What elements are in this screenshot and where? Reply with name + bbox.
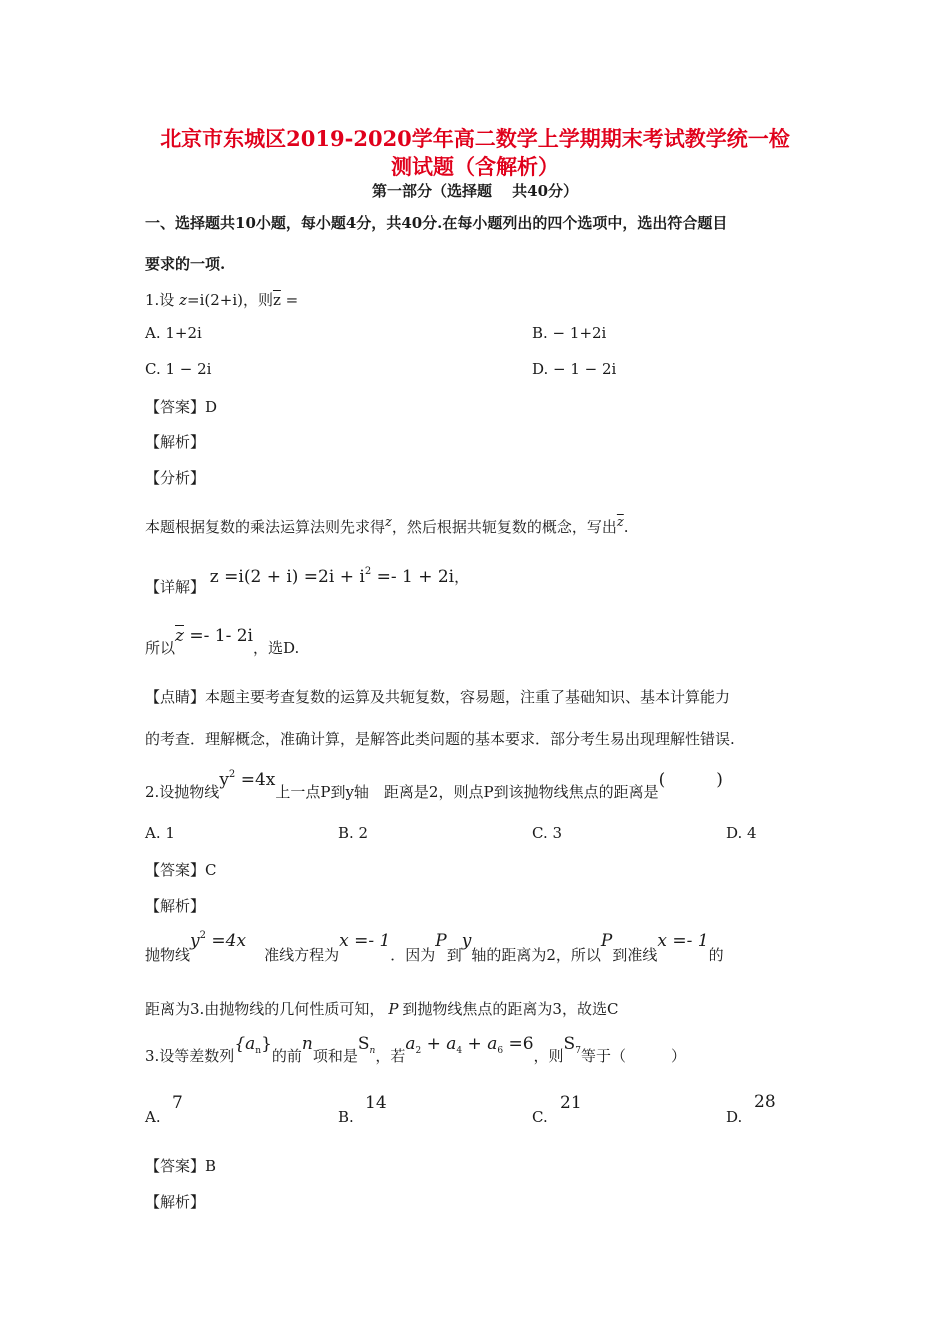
q3-explain-label: 【解析】	[145, 1193, 206, 1211]
q1-answer-value: D	[205, 398, 218, 416]
q2-stem-sup: 2	[228, 769, 236, 780]
q2-exp-d: 到	[446, 946, 462, 964]
q2-stem-a: 2.设抛物线	[145, 783, 220, 801]
q1-analysis-text	[145, 516, 629, 537]
q2-exp-f: 到准线	[612, 946, 658, 964]
q1-so-math: =- 1- 2i	[183, 626, 253, 646]
q3-answer-value: B	[205, 1157, 217, 1175]
q2-exp-a: 抛物线	[145, 946, 191, 964]
q3-stem-seq: {a	[234, 1034, 256, 1054]
q3-stem-f: 等于（ ）	[580, 1047, 686, 1065]
q3-option-a-label: A.	[145, 1108, 161, 1126]
q2-explanation-line2	[145, 998, 618, 1019]
q2-exp-x1: x =- 1	[339, 931, 391, 951]
q2-exp-b: 准线方程为	[264, 946, 340, 964]
q3-sum-eq: =6	[503, 1034, 534, 1054]
q1-option-c: C. 1 − 2i	[145, 360, 212, 378]
section-instructions-line2: 要求的一项.	[145, 255, 226, 273]
q2-exp-x2: x =- 1	[657, 931, 709, 951]
q3-option-b-value: 14	[365, 1093, 387, 1113]
q2-exp-line2-p: P	[388, 1000, 399, 1018]
q1-detail-math-a: z =i(2 + i) =2i + i	[209, 567, 365, 587]
q3-stem-S: S	[357, 1034, 370, 1054]
q1-so-end: ，选D.	[253, 639, 300, 657]
q1-analysis-label: 【分析】	[145, 469, 206, 487]
q2-stem-math: =4x	[235, 770, 276, 790]
q1-analysis-a: 本题根据复数的乘法运算法则先求得	[145, 518, 386, 536]
q1-so-zbar: $\overline{z}$	[175, 626, 184, 646]
q2-answer-label: 【答案】	[145, 861, 206, 879]
q3-option-c-label: C.	[532, 1108, 548, 1126]
q2-exp-math: =4x	[206, 931, 247, 951]
q3-sum-plus2: + a	[462, 1034, 498, 1054]
q3-stem-S7: S	[563, 1034, 576, 1054]
part-heading: 第一部分（选择题 共40分）	[371, 182, 579, 200]
q1-explain-label: 【解析】	[145, 433, 206, 451]
q1-detail-sup: 2	[364, 566, 372, 577]
q1-detail-math-b: =- 1 + 2i	[371, 567, 455, 587]
q1-stem-mid: =i(2+i)，则	[187, 291, 273, 309]
q3-stem-b: 的前	[271, 1047, 302, 1065]
q1-analysis-b: ，然后根据共轭复数的概念，写出	[391, 518, 617, 536]
q3-sum-a4-sub: 4	[456, 1046, 463, 1056]
q1-answer-label: 【答案】	[145, 398, 206, 416]
q3-sum-a2-sub: 2	[415, 1046, 422, 1056]
q2-exp-y2: y	[461, 931, 472, 951]
q2-stem-y: y	[219, 770, 229, 790]
q1-answer	[145, 396, 217, 417]
q3-answer	[145, 1155, 216, 1176]
q1-detail	[145, 566, 470, 596]
doc-title-line2: 测试题（含解析）	[391, 154, 559, 179]
q3-sum-a6-sub: 6	[497, 1046, 504, 1056]
q1-analysis-z: z	[385, 515, 392, 530]
q2-exp-y: y	[190, 931, 200, 951]
q3-option-a-value: 7	[172, 1093, 183, 1113]
q3-stem-e: ，则	[533, 1047, 564, 1065]
q3-stem-seq-sub: n	[255, 1046, 262, 1056]
q1-analysis-zbar: $\overline{z}$	[616, 515, 624, 530]
q2-exp-sup: 2	[199, 930, 206, 941]
q2-explanation-line1	[145, 930, 724, 964]
q2-stem-b: 上一点P到y轴 距离是2，则点P到该抛物线焦点的距离是	[275, 783, 659, 801]
q3-answer-label: 【答案】	[145, 1157, 206, 1175]
q1-stem-prefix: 1.设	[145, 291, 180, 309]
q1-so-prefix: 所以	[145, 639, 176, 657]
q1-stem-z: z	[179, 291, 187, 309]
q2-exp-c: ．因为	[390, 946, 436, 964]
q2-option-a: A. 1	[145, 824, 175, 842]
q3-option-c-value: 21	[560, 1093, 582, 1113]
q2-stem-paren: ( )	[658, 770, 723, 790]
q2-explain-label: 【解析】	[145, 897, 206, 915]
q1-detail-label: 【详解】	[145, 578, 206, 596]
q1-detail-end: ，	[454, 568, 470, 586]
q1-comment-line2: 的考查．理解概念，准确计算，是解答此类问题的基本要求．部分考生易出现理解性错误.	[145, 730, 735, 748]
q1-analysis-end: .	[623, 518, 629, 536]
q1-stem-eq: =	[280, 291, 299, 309]
q2-exp-line2-b: 到抛物线焦点的距离为3，故选C	[402, 1000, 619, 1018]
q2-answer-value: C	[205, 861, 217, 879]
q3-option-d-value: 28	[754, 1092, 776, 1112]
doc-title-line1: 北京市东城区2019-2020学年高二数学上学期期末考试教学统一检	[160, 126, 790, 151]
q3-stem-seq-end: }	[261, 1034, 272, 1054]
q1-option-a: A. 1+2i	[145, 324, 202, 342]
q2-option-b: B. 2	[338, 824, 369, 842]
q2-option-c: C. 3	[532, 824, 563, 842]
section-instructions-line1: 一、选择题共10小题，每小题4分，共40分.在每小题列出的四个选项中，选出符合题目	[145, 214, 728, 232]
q3-sum-a2: a	[405, 1034, 416, 1054]
q3-option-d-label: D.	[726, 1108, 743, 1126]
q1-stem-zbar: $\overline{z}$	[272, 291, 281, 309]
q3-stem-a: 3.设等差数列	[145, 1047, 235, 1065]
q2-exp-p2: P	[600, 931, 613, 951]
q1-comment-line1: 【点睛】本题主要考查复数的运算及共轭复数，容易题，注重了基础知识、基本计算能力	[145, 688, 731, 706]
q1-option-d: D. − 1 − 2i	[532, 360, 617, 378]
q2-option-d: D. 4	[726, 824, 757, 842]
q2-stem	[145, 765, 723, 801]
q3-stem-S7-sub: 7	[575, 1046, 581, 1056]
q3-stem-d: ，若	[375, 1047, 406, 1065]
q2-answer	[145, 859, 217, 880]
q3-stem	[145, 1033, 686, 1065]
q2-exp-p: P	[435, 931, 447, 951]
q3-sum-plus1: + a	[421, 1034, 457, 1054]
q3-option-b-label: B.	[338, 1108, 354, 1126]
q2-exp-line2-a: 距离为3.由抛物线的几何性质可知，	[145, 1000, 385, 1018]
q1-stem	[145, 289, 298, 310]
q1-conclusion	[145, 625, 300, 657]
q1-option-b: B. − 1+2i	[532, 324, 607, 342]
q3-stem-c: 项和是	[312, 1047, 358, 1065]
q2-exp-e: 轴的距离为2，所以	[471, 946, 601, 964]
q2-exp-g: 的	[708, 946, 724, 964]
q3-stem-n: n	[301, 1034, 313, 1054]
q3-stem-S-sub: n	[369, 1046, 376, 1056]
